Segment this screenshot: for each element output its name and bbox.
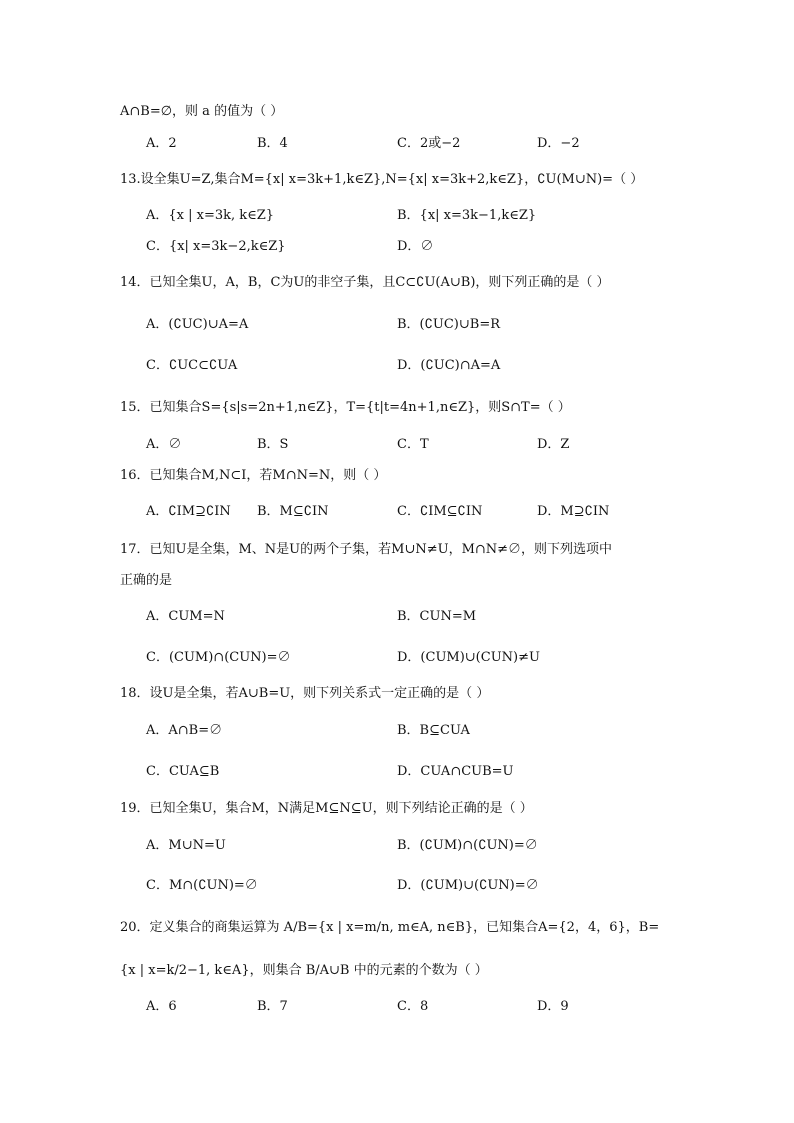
q15-option-d: D．Z xyxy=(537,437,570,452)
q13-option-d: D．∅ xyxy=(397,239,434,254)
q16-option-a: A．∁IM⊇∁IN xyxy=(146,504,231,519)
q12-option-d: D．−2 xyxy=(537,136,580,151)
q13-stem: 13.设全集U=Z,集合M={x| x=3k+1,k∈Z},N={x| x=3k+2,k∈Z}，∁U(M∪N)=（ ） xyxy=(120,172,644,187)
q18-option-b: B．B⊆CUA xyxy=(397,723,470,738)
q12-option-a: A．2 xyxy=(146,136,177,151)
q20-option-d: D．9 xyxy=(537,999,569,1014)
q19-option-c: C．M∩(∁UN)=∅ xyxy=(146,878,258,893)
q13-option-b: B．{x| x=3k−1,k∈Z} xyxy=(397,208,537,223)
q16-stem: 16．已知集合M,N⊂I，若M∩N=N，则（ ） xyxy=(120,468,387,483)
q17-option-d: D．(CUM)∪(CUN)≠U xyxy=(397,650,540,665)
q19-option-a: A．M∪N=U xyxy=(146,838,226,853)
q17-option-b: B．CUN=M xyxy=(397,609,477,624)
q12-stem: A∩B=∅，则 a 的值为（ ） xyxy=(120,104,284,119)
q15-stem: 15．已知集合S={s|s=2n+1,n∈Z}，T={t|t=4n+1,n∈Z}，则S∩T=（ ） xyxy=(120,400,571,415)
q19-option-d: D．(∁UM)∪(∁UN)=∅ xyxy=(397,878,539,893)
q19-stem: 19．已知全集U，集合M，N满足M⊆N⊆U，则下列结论正确的是（ ） xyxy=(120,801,533,816)
q17-option-c: C．(CUM)∩(CUN)=∅ xyxy=(146,650,291,665)
q20-stem-line2: {x | x=k/2−1, k∈A}，则集合 B/A∪B 中的元素的个数为（ ） xyxy=(120,963,488,978)
q14-option-c: C．∁UC⊂∁UA xyxy=(146,358,238,373)
q18-stem: 18．设U是全集，若A∪B=U，则下列关系式一定正确的是（ ） xyxy=(120,686,490,701)
q14-option-a: A．(∁UC)∪A=A xyxy=(146,317,249,332)
q14-option-d: D．(∁UC)∩A=A xyxy=(397,358,501,373)
q15-option-c: C．T xyxy=(397,437,429,452)
q20-option-b: B．7 xyxy=(257,999,288,1014)
q17-stem-line2: 正确的是 xyxy=(120,573,173,588)
q17-option-a: A．CUM=N xyxy=(146,609,225,624)
q12-option-b: B．4 xyxy=(257,136,288,151)
q16-option-d: D．M⊇∁IN xyxy=(537,504,610,519)
q13-option-a: A．{x | x=3k, k∈Z} xyxy=(146,208,275,223)
q14-stem: 14．已知全集U，A，B，C为U的非空子集，且C⊂∁U(A∪B)，则下列正确的是（ ） xyxy=(120,275,610,290)
q16-option-b: B．M⊆∁IN xyxy=(257,504,329,519)
q15-option-b: B．S xyxy=(257,437,289,452)
q16-option-c: C．∁IM⊆∁IN xyxy=(397,504,483,519)
q20-stem-line1: 20．定义集合的商集运算为 A/B={x | x=m/n, m∈A, n∈B}，已知集合A={2，4，6}，B= xyxy=(120,920,660,935)
q20-option-c: C．8 xyxy=(397,999,429,1014)
q15-option-a: A．∅ xyxy=(146,437,182,452)
q20-option-a: A．6 xyxy=(146,999,177,1014)
q12-option-c: C．2或−2 xyxy=(397,136,461,151)
q18-option-c: C．CUA⊆B xyxy=(146,764,220,779)
q13-option-c: C．{x| x=3k−2,k∈Z} xyxy=(146,239,286,254)
q17-stem-line1: 17．已知U是全集，M、N是U的两个子集，若M∪N≠U，M∩N≠∅，则下列选项中 xyxy=(120,542,613,557)
q18-option-d: D．CUA∩CUB=U xyxy=(397,764,514,779)
q19-option-b: B．(∁UM)∩(∁UN)=∅ xyxy=(397,838,538,853)
q18-option-a: A．A∩B=∅ xyxy=(146,723,223,738)
q14-option-b: B．(∁UC)∪B=R xyxy=(397,317,500,332)
